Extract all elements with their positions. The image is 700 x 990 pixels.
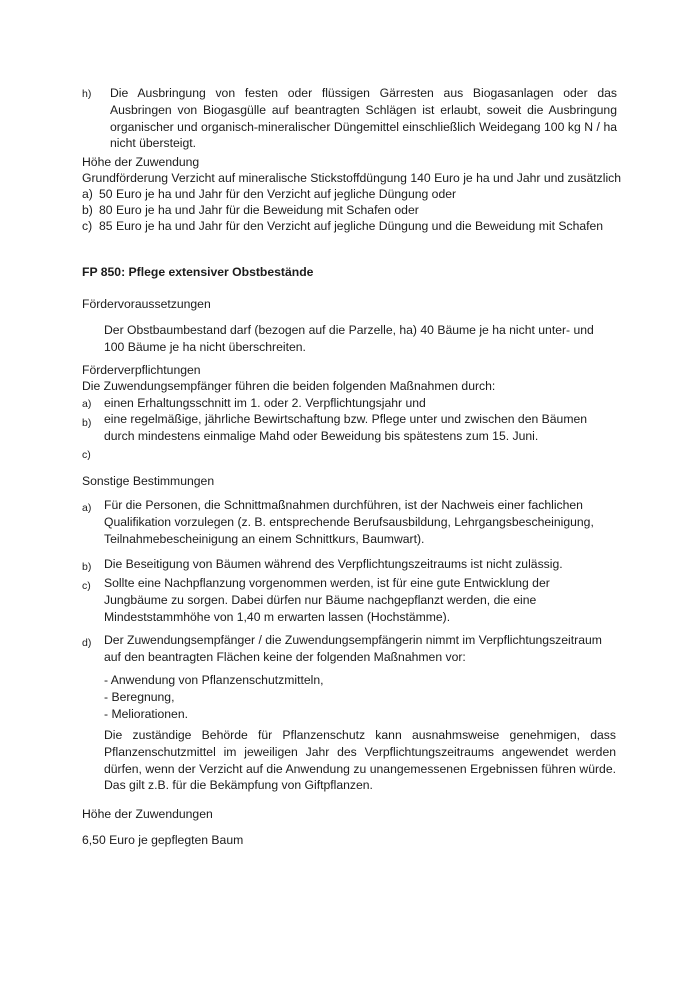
list-item-text: 50 Euro je ha und Jahr für den Verzicht auf jegliche Düngung oder (99, 187, 457, 201)
list-marker: d) (82, 637, 92, 649)
section-title: FP 850: Pflege extensiver Obstbestände (82, 265, 314, 279)
zuwendung-item-b (82, 202, 622, 219)
list-item-text: eine regelmäßige, jährliche Bewirtschaftung bzw. Pflege unter und zwischen den Bäumen durch mindestens einmalige Mahd oder Beweidung bis spätestens zum 15. Juni. (104, 412, 588, 443)
list-item-text: 85 Euro je ha und Jahr für den Verzicht auf jegliche Düngung und die Beweidung mit Schafen (99, 219, 604, 233)
list-marker: b) (82, 203, 93, 217)
list-item-text: Der Zuwendungsempfänger / die Zuwendungsempfängerin nimmt im Verpflichtungszeitraum auf den beantragten Flächen keine der folgenden Maßnahmen vor: (104, 633, 602, 664)
list-item-text: Für die Personen, die Schnittmaßnahmen durchführen, ist der Nachweis einer fachlichen Qualifikation vorzulegen (z. B. entsprechende Berufsausbildung, Lehrgangsbescheinigung, Teilnahmebescheinigung an einem Schnittkurs, Baumwart). (104, 498, 594, 546)
list-marker: b) (82, 417, 92, 429)
list-marker: a) (82, 398, 92, 410)
heading-sonstige-bestimmungen: Sonstige Bestimmungen (82, 474, 215, 488)
zuwendung-item-a (82, 186, 622, 203)
dash-item: - Anwendung von Pflanzenschutzmitteln, (104, 673, 324, 687)
sonstige-item-d (82, 632, 622, 666)
heading-hoehe-zuwendung: Höhe der Zuwendung (82, 155, 200, 169)
sonstige-closing-text: Die zuständige Behörde für Pflanzenschutz kann ausnahmsweise genehmigen, dass Pflanzenschutzmittel im jeweiligen Jahr des Verpflichtungszeitraums angewendet werden dürfen, wenn der Verzicht auf die Anwendung zu unangemessenen Ergebnissen führen würde. Das gilt z.B. für die Bekämpfung von Giftpflanzen. (104, 728, 616, 793)
list-marker: c) (82, 219, 93, 233)
list-marker: h) (82, 88, 92, 100)
list-item-text: Sollte eine Nachpflanzung vorgenommen werden, ist für eine gute Entwicklung der Jungbäume zu sorgen. Dabei dürfen nur Bäume nachgepflanzt werden, die eine Mindeststammhöhe von 1,40 m erwarten lassen (Hochstämme). (104, 576, 550, 624)
sonstige-item-c (82, 575, 622, 625)
dash-item: - Beregnung, (104, 689, 175, 704)
zuwendung-amount-text: 6,50 Euro je gepflegten Baum (82, 833, 244, 847)
sonstige-item-b (82, 556, 622, 573)
list-marker: a) (82, 187, 93, 201)
list-item-text: Die Beseitigung von Bäumen während des Verpflichtungszeitraums ist nicht zulässig. (104, 557, 563, 571)
zuwendung-item-c (82, 218, 622, 235)
heading-foerderverpflichtungen: Förderverpflichtungen (82, 363, 201, 377)
list-item-text: 80 Euro je ha und Jahr für die Beweidung mit Schafen oder (99, 203, 419, 217)
dash-item: - Meliorationen. (104, 706, 188, 721)
list-item-text: Die Ausbringung von festen oder flüssigen Gärresten aus Biogasanlagen oder das Ausbringen von Biogasgülle auf beantragten Schlägen ist erlaubt, soweit die Ausbringung organischer und organisch-mineralischer Düngemittel einschließlich Weidegang 100 kg N / ha nicht übersteigt. (110, 86, 617, 151)
foerderverpflichtungen-intro: Die Zuwendungsempfänger führen die beiden folgenden Maßnahmen durch: (82, 379, 496, 393)
heading-foerdervoraussetzungen: Fördervoraussetzungen (82, 297, 211, 311)
verpflichtung-item-a (82, 395, 622, 412)
sonstige-item-a (82, 497, 622, 547)
foerdervoraussetzungen-text: Der Obstbaumbestand darf (bezogen auf die Parzelle, ha) 40 Bäume je ha nicht unter- und 100 Bäume je ha nicht überschreiten. (104, 323, 594, 354)
list-marker: b) (82, 561, 92, 573)
verpflichtung-item-b (82, 411, 622, 445)
zuwendung-base-text: Grundförderung Verzicht auf mineralische Stickstoffdüngung 140 Euro je ha und Jahr und zusätzlich (82, 171, 622, 185)
heading-hoehe-zuwendungen: Höhe der Zuwendungen (82, 807, 213, 821)
list-item-text: einen Erhaltungsschnitt im 1. oder 2. Verpflichtungsjahr und (104, 396, 426, 410)
verpflichtung-item-c (82, 446, 622, 463)
list-marker: a) (82, 502, 92, 514)
list-marker: c) (82, 580, 91, 592)
intro-list-item (82, 85, 617, 151)
excluded-measures-list (104, 672, 504, 722)
list-marker: c) (82, 449, 91, 461)
